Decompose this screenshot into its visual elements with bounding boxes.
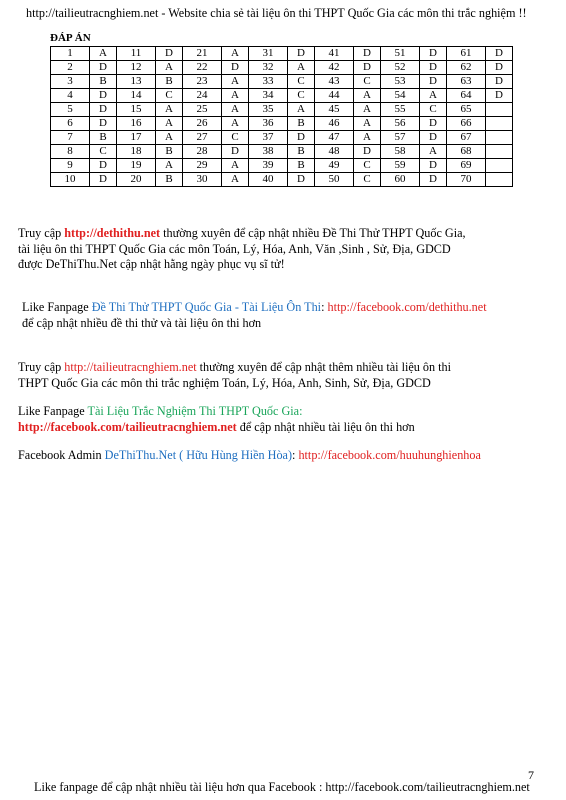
answer-letter-cell (486, 103, 513, 117)
answer-row (51, 131, 513, 145)
question-number-cell: 69 (447, 159, 486, 173)
question-number-cell: 7 (51, 131, 90, 145)
answer-letter-cell: A (90, 47, 117, 61)
facebook-tailieu-link[interactable]: http://facebook.com/tailieutracnghiem.net (18, 419, 237, 434)
page-header: http://tailieutracnghiem.net - Website chia sẻ tài liệu ôn thi THPT Quốc Gia các môn thi trắc nghiệm !! (26, 6, 527, 20)
answer-letter-cell: A (156, 131, 183, 145)
answer-row (51, 103, 513, 117)
answer-letter-cell: B (288, 117, 315, 131)
question-number-cell: 26 (183, 117, 222, 131)
question-number-cell: 46 (315, 117, 354, 131)
answer-letter-cell: C (354, 173, 381, 187)
fanpage-dethithu-name[interactable]: Đề Thi Thử THPT Quốc Gia - Tài Liệu Ôn Thi (91, 300, 322, 314)
answer-letter-cell: A (420, 89, 447, 103)
answer-letter-cell: D (420, 159, 447, 173)
answer-letter-cell: A (354, 117, 381, 131)
question-number-cell: 28 (183, 145, 222, 159)
question-number-cell: 15 (117, 103, 156, 117)
question-number-cell: 31 (249, 47, 288, 61)
answer-key-table (50, 46, 513, 187)
p2-colon: : (321, 300, 328, 314)
question-number-cell: 21 (183, 47, 222, 61)
question-number-cell: 62 (447, 61, 486, 75)
answer-letter-cell: C (288, 75, 315, 89)
answer-letter-cell: A (156, 103, 183, 117)
question-number-cell: 32 (249, 61, 288, 75)
answer-letter-cell: B (156, 145, 183, 159)
question-number-cell: 59 (381, 159, 420, 173)
answer-letter-cell: C (288, 89, 315, 103)
question-number-cell: 61 (447, 47, 486, 61)
question-number-cell: 40 (249, 173, 288, 187)
answer-row (51, 75, 513, 89)
question-number-cell: 67 (447, 131, 486, 145)
question-number-cell: 13 (117, 75, 156, 89)
question-number-cell: 4 (51, 89, 90, 103)
p1-rest: thường xuyên để cập nhật nhiều Đề Thi Thử THPT Quốc Gia, (160, 226, 466, 240)
answer-row (51, 159, 513, 173)
answer-letter-cell: D (90, 159, 117, 173)
answer-row (51, 89, 513, 103)
answer-row (51, 173, 513, 187)
question-number-cell: 8 (51, 145, 90, 159)
question-number-cell: 44 (315, 89, 354, 103)
question-number-cell: 29 (183, 159, 222, 173)
answer-row (51, 117, 513, 131)
p3-rest: thường xuyên để cập nhật thêm nhiều tài liệu ôn thi (196, 360, 451, 374)
question-number-cell: 52 (381, 61, 420, 75)
question-number-cell: 24 (183, 89, 222, 103)
answer-letter-cell (486, 117, 513, 131)
question-number-cell: 33 (249, 75, 288, 89)
question-number-cell: 65 (447, 103, 486, 117)
answer-letter-cell (486, 173, 513, 187)
answer-letter-cell: D (288, 131, 315, 145)
p3-line2: THPT Quốc Gia các môn thi trắc nghiệm Toán, Lý, Hóa, Anh, Sinh, Sử, Địa, GDCD (18, 375, 431, 390)
answer-letter-cell: A (222, 89, 249, 103)
question-number-cell: 53 (381, 75, 420, 89)
question-number-cell: 47 (315, 131, 354, 145)
answer-letter-cell (486, 159, 513, 173)
answer-letter-cell: A (354, 131, 381, 145)
question-number-cell: 17 (117, 131, 156, 145)
question-number-cell: 50 (315, 173, 354, 187)
answer-letter-cell: A (222, 103, 249, 117)
answer-letter-cell: A (420, 145, 447, 159)
answer-letter-cell: A (222, 75, 249, 89)
question-number-cell: 23 (183, 75, 222, 89)
fanpage-tailieu-name[interactable]: Tài Liệu Trắc Nghiệm Thi THPT Quốc Gia: (87, 404, 303, 418)
answer-letter-cell: D (156, 47, 183, 61)
answer-letter-cell: D (90, 103, 117, 117)
question-number-cell: 64 (447, 89, 486, 103)
question-number-cell: 11 (117, 47, 156, 61)
answer-letter-cell: A (156, 61, 183, 75)
question-number-cell: 54 (381, 89, 420, 103)
answer-letter-cell: D (486, 89, 513, 103)
question-number-cell: 68 (447, 145, 486, 159)
answer-letter-cell: D (222, 145, 249, 159)
p1-line2: tài liệu ôn thi THPT Quốc Gia các môn Toán, Lý, Hóa, Anh, Văn ,Sinh , Sử, Địa, GDCD (18, 241, 451, 256)
answer-letter-cell: D (90, 89, 117, 103)
question-number-cell: 42 (315, 61, 354, 75)
p5-colon: : (292, 448, 299, 462)
question-number-cell: 56 (381, 117, 420, 131)
question-number-cell: 25 (183, 103, 222, 117)
answer-letter-cell: A (222, 47, 249, 61)
answer-letter-cell: D (354, 145, 381, 159)
answer-letter-cell: B (288, 145, 315, 159)
answer-letter-cell (486, 145, 513, 159)
question-number-cell: 1 (51, 47, 90, 61)
question-number-cell: 14 (117, 89, 156, 103)
question-number-cell: 9 (51, 159, 90, 173)
answer-letter-cell: A (156, 117, 183, 131)
answer-letter-cell: D (420, 75, 447, 89)
answer-row (51, 61, 513, 75)
fanpage-tailieu-paragraph (18, 404, 415, 435)
answer-row (51, 47, 513, 61)
answer-letter-cell: D (354, 47, 381, 61)
answer-letter-cell: A (354, 103, 381, 117)
p1-line3: được DeThiThu.Net cập nhật hằng ngày phục vụ sĩ tử! (18, 257, 285, 271)
answer-key-title: ĐÁP ÁN (50, 32, 91, 44)
answer-letter-cell: D (354, 61, 381, 75)
answer-letter-cell: C (222, 131, 249, 145)
question-number-cell: 12 (117, 61, 156, 75)
answer-letter-cell: B (156, 173, 183, 187)
answer-letter-cell: A (288, 61, 315, 75)
question-number-cell: 5 (51, 103, 90, 117)
answer-letter-cell (486, 131, 513, 145)
question-number-cell: 58 (381, 145, 420, 159)
answer-letter-cell: C (90, 145, 117, 159)
answer-letter-cell: A (156, 159, 183, 173)
answer-letter-cell: B (90, 75, 117, 89)
question-number-cell: 38 (249, 145, 288, 159)
answer-letter-cell: D (222, 61, 249, 75)
p1-prefix: Truy cập (18, 226, 65, 240)
question-number-cell: 55 (381, 103, 420, 117)
p3-prefix: Truy cập (18, 360, 65, 374)
question-number-cell: 35 (249, 103, 288, 117)
answer-letter-cell: B (156, 75, 183, 89)
question-number-cell: 34 (249, 89, 288, 103)
answer-letter-cell: A (222, 117, 249, 131)
answer-letter-cell: C (354, 75, 381, 89)
answer-row (51, 145, 513, 159)
page-footer: Like fanpage để cập nhật nhiều tài liệu hơn qua Facebook : http://facebook.com/tailieutracnghiem.net (34, 780, 530, 794)
answer-letter-cell: D (90, 117, 117, 131)
question-number-cell: 66 (447, 117, 486, 131)
answer-letter-cell: B (90, 131, 117, 145)
question-number-cell: 57 (381, 131, 420, 145)
answer-letter-cell: C (420, 103, 447, 117)
fanpage-dethithu-paragraph (22, 300, 487, 331)
answer-letter-cell: A (222, 159, 249, 173)
answer-letter-cell: C (156, 89, 183, 103)
question-number-cell: 36 (249, 117, 288, 131)
question-number-cell: 41 (315, 47, 354, 61)
question-number-cell: 2 (51, 61, 90, 75)
question-number-cell: 22 (183, 61, 222, 75)
dethithu-link[interactable]: http://dethithu.net (64, 226, 161, 240)
answer-letter-cell: D (486, 47, 513, 61)
tailieu-link[interactable]: http://tailieutracnghiem.net (64, 360, 197, 374)
p5-prefix: Facebook Admin (18, 448, 105, 462)
question-number-cell: 3 (51, 75, 90, 89)
question-number-cell: 37 (249, 131, 288, 145)
answer-letter-cell: D (288, 173, 315, 187)
question-number-cell: 30 (183, 173, 222, 187)
question-number-cell: 51 (381, 47, 420, 61)
answer-letter-cell: C (354, 159, 381, 173)
tailieu-paragraph (18, 360, 451, 391)
question-number-cell: 70 (447, 173, 486, 187)
p4-rest: để cập nhật nhiều tài liệu ôn thi hơn (236, 419, 415, 434)
facebook-dethithu-link[interactable]: http://facebook.com/dethithu.net (327, 300, 487, 314)
answer-letter-cell: D (420, 61, 447, 75)
question-number-cell: 48 (315, 145, 354, 159)
question-number-cell: 45 (315, 103, 354, 117)
question-number-cell: 63 (447, 75, 486, 89)
question-number-cell: 6 (51, 117, 90, 131)
page-number: 7 (528, 768, 534, 782)
p4-prefix: Like Fanpage (18, 404, 88, 418)
question-number-cell: 10 (51, 173, 90, 187)
answer-letter-cell: B (288, 159, 315, 173)
question-number-cell: 18 (117, 145, 156, 159)
facebook-admin-link[interactable]: http://facebook.com/huuhunghienhoa (298, 448, 481, 462)
answer-letter-cell: D (420, 173, 447, 187)
answer-letter-cell: D (486, 75, 513, 89)
answer-letter-cell: D (288, 47, 315, 61)
answer-letter-cell: D (420, 131, 447, 145)
admin-name[interactable]: DeThiThu.Net ( Hữu Hùng Hiền Hòa) (104, 448, 293, 462)
answer-letter-cell: D (90, 173, 117, 187)
answer-letter-cell: A (288, 103, 315, 117)
question-number-cell: 27 (183, 131, 222, 145)
p2-line2: để cập nhật nhiều đề thi thử và tài liệu ôn thi hơn (22, 315, 262, 330)
dethithu-paragraph (18, 226, 466, 273)
facebook-admin-paragraph (18, 448, 481, 464)
answer-letter-cell: D (486, 61, 513, 75)
question-number-cell: 43 (315, 75, 354, 89)
answer-letter-cell: A (354, 89, 381, 103)
answer-letter-cell: D (420, 47, 447, 61)
question-number-cell: 60 (381, 173, 420, 187)
question-number-cell: 39 (249, 159, 288, 173)
question-number-cell: 20 (117, 173, 156, 187)
question-number-cell: 49 (315, 159, 354, 173)
answer-letter-cell: A (222, 173, 249, 187)
answer-letter-cell: D (90, 61, 117, 75)
question-number-cell: 16 (117, 117, 156, 131)
p2-prefix: Like Fanpage (22, 300, 92, 314)
answer-letter-cell: D (420, 117, 447, 131)
question-number-cell: 19 (117, 159, 156, 173)
